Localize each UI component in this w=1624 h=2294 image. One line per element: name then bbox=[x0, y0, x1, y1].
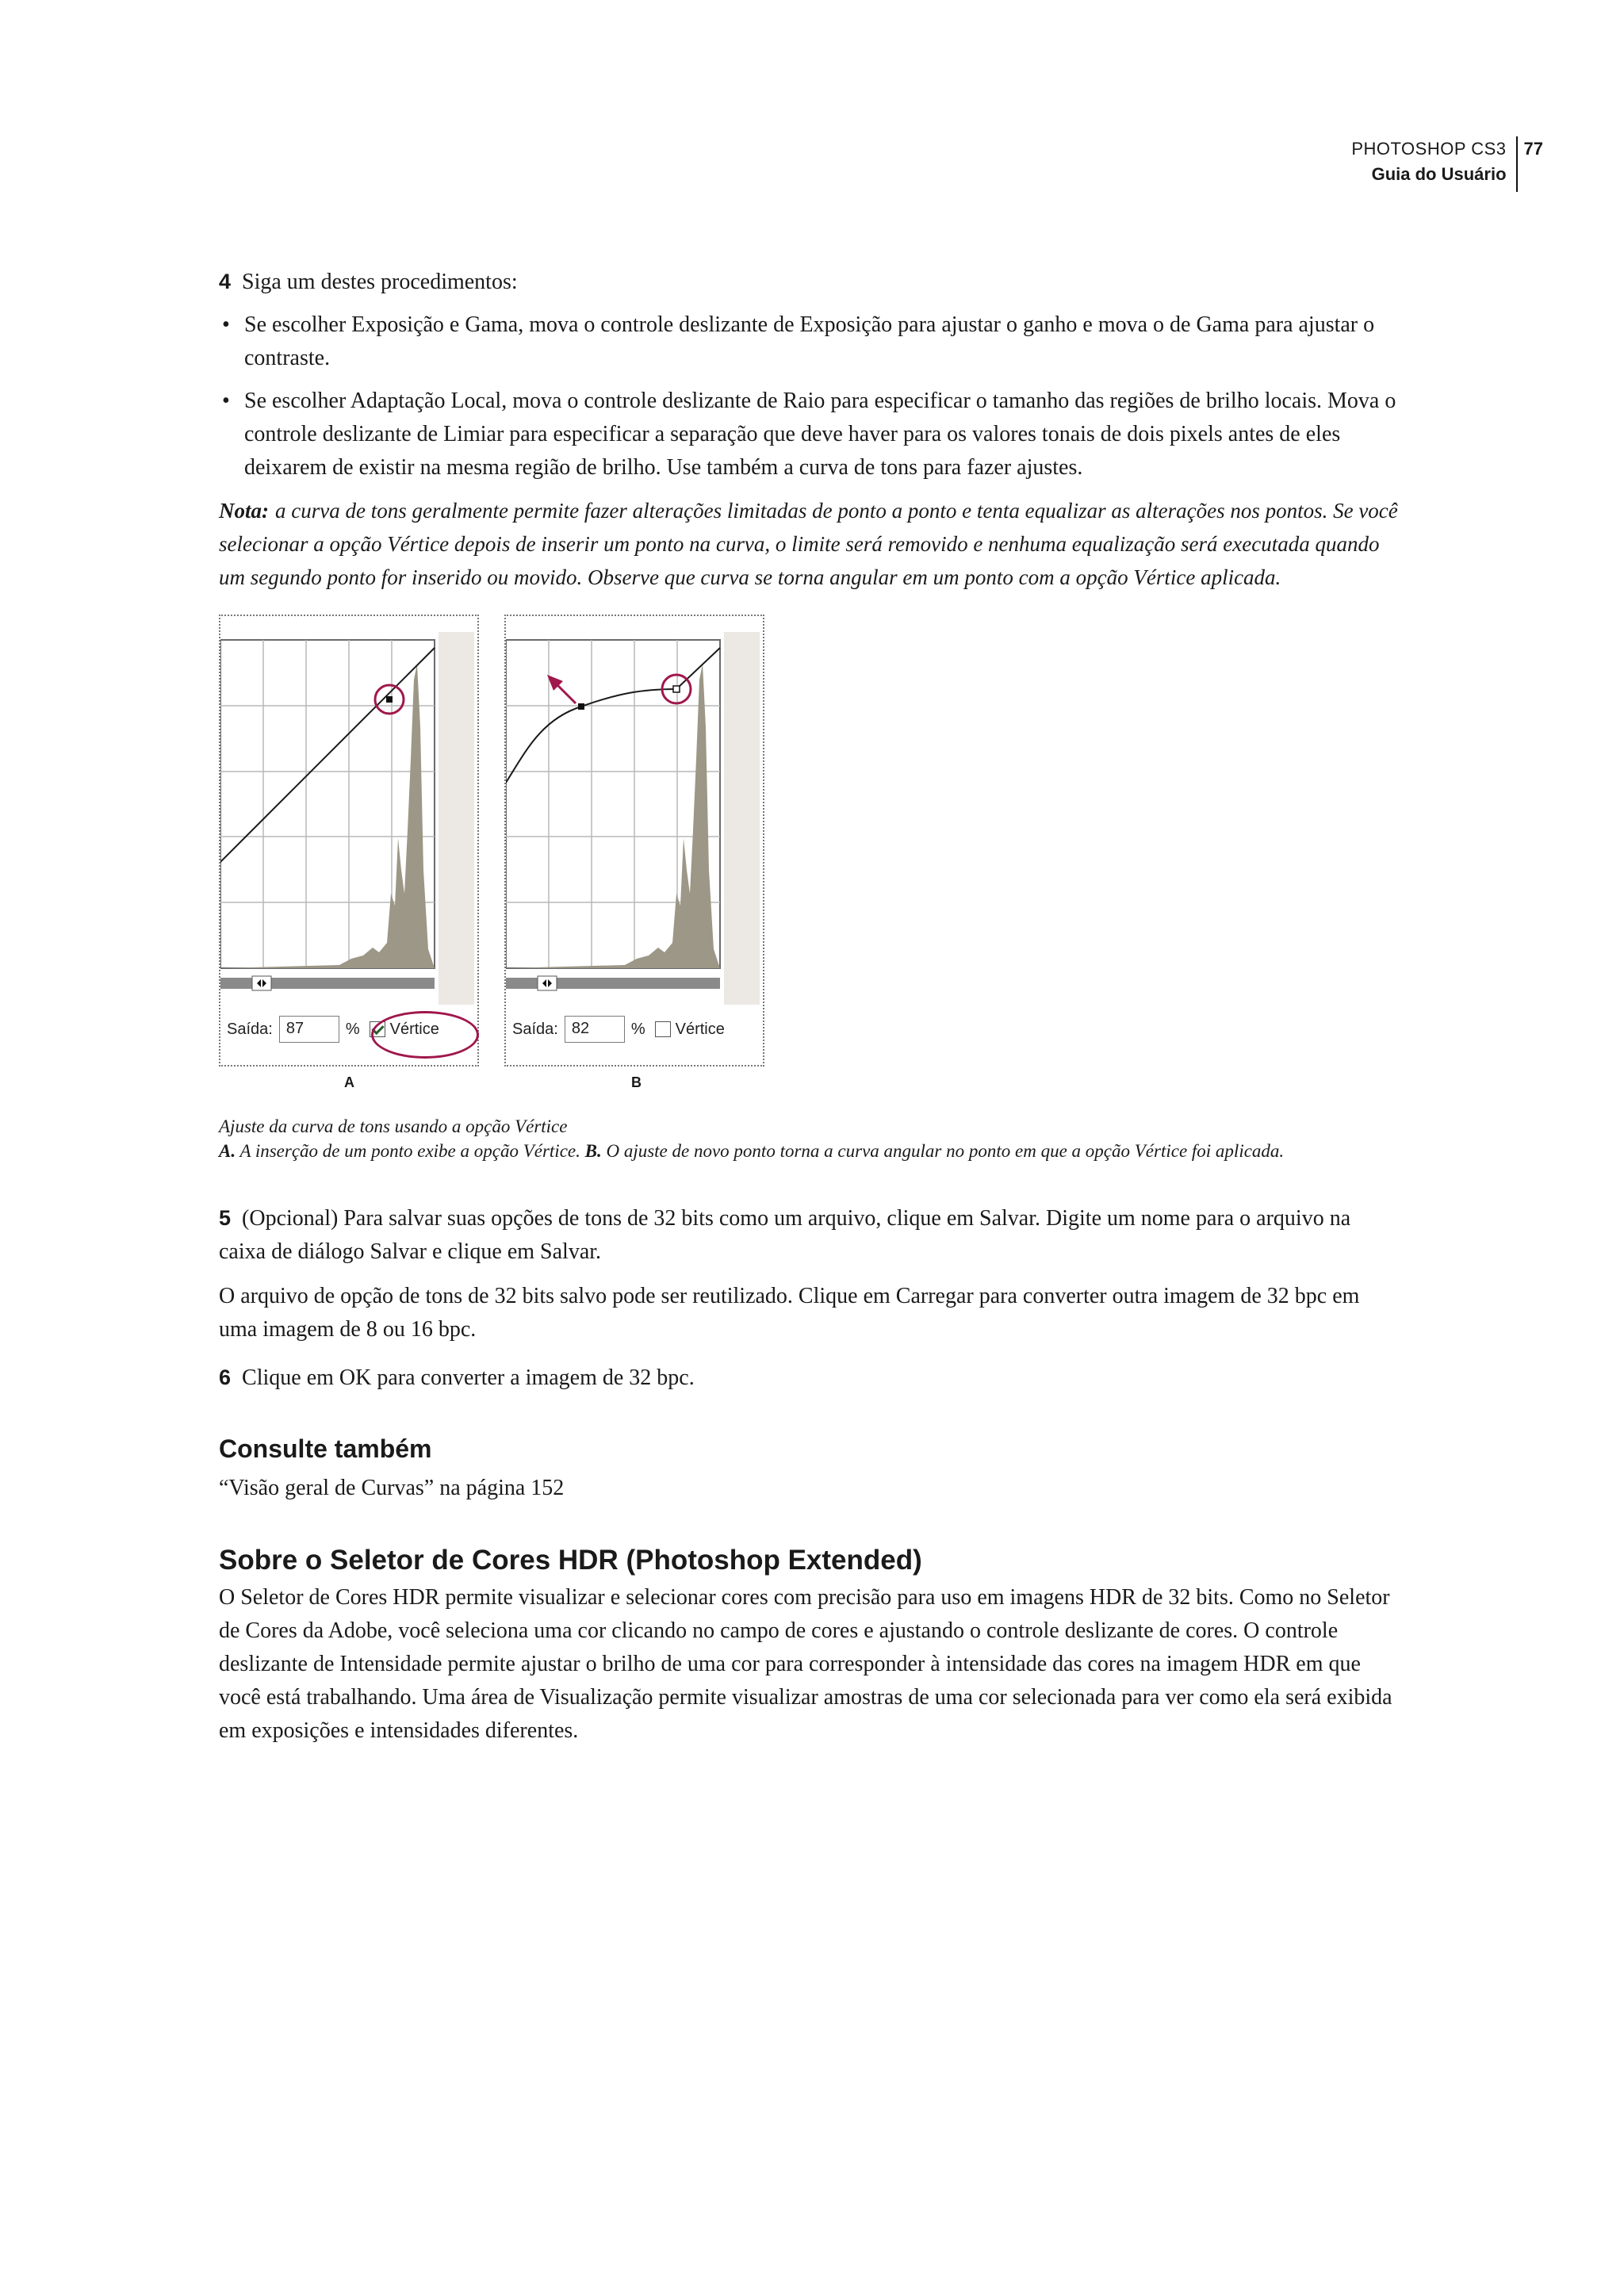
curve-point[interactable] bbox=[386, 696, 393, 703]
caption-title: Ajuste da curva de tons usando a opção Vértice bbox=[219, 1116, 568, 1136]
step-text: Siga um destes procedimentos: bbox=[242, 270, 518, 294]
bullet-icon: • bbox=[222, 312, 230, 337]
curve-graph-a bbox=[220, 632, 477, 1005]
product-name: PHOTOSHOP CS3 bbox=[1351, 139, 1507, 159]
see-also-heading: Consulte também bbox=[219, 1434, 432, 1463]
panel-sidebar bbox=[724, 632, 760, 1005]
step-number: 6 bbox=[219, 1365, 232, 1389]
caption-body bbox=[219, 1139, 1400, 1163]
step-text: Clique em OK para converter a imagem de 32 bpc. bbox=[242, 1365, 695, 1390]
curves-panel-b bbox=[504, 615, 764, 1067]
figure-label-a: A bbox=[344, 1074, 354, 1090]
output-controls-b bbox=[506, 1011, 763, 1047]
list-item-text: Se escolher Exposição e Gama, mova o controle deslizante de Exposição para ajustar o ganho e mova o de Gama para ajustar o contraste. bbox=[244, 312, 1375, 370]
note-label: Nota: bbox=[219, 499, 269, 523]
note bbox=[219, 494, 1400, 594]
step-6 bbox=[219, 1361, 1400, 1395]
corner-label: Vértice bbox=[389, 1020, 439, 1038]
curve-graph-b bbox=[506, 632, 763, 1005]
list-item-text: Se escolher Adaptação Local, mova o controle deslizante de Raio para especificar o tamanho das regiões de brilho locais. Mova o controle deslizante de Limiar para especificar a separação que deve haver para os valores tonais de dois pixels antes de eles deixarem de existir na mesma região de brilho. Use também a curva de tons para fazer ajustes. bbox=[244, 389, 1396, 480]
guide-title: Guia do Usuário bbox=[1371, 164, 1507, 184]
highlight-ring bbox=[371, 1011, 479, 1059]
page-content bbox=[219, 265, 1400, 1748]
corner-checkbox[interactable] bbox=[655, 1021, 671, 1037]
header-titles bbox=[1351, 136, 1515, 192]
output-input[interactable]: 82 bbox=[565, 1016, 625, 1043]
caption-b-text: O ajuste de novo ponto torna a curva angular no ponto em que a opção Vértice foi aplicada. bbox=[606, 1141, 1285, 1161]
figure-caption bbox=[219, 1114, 1400, 1163]
percent-sign: % bbox=[345, 1020, 360, 1038]
list-item bbox=[219, 385, 1400, 484]
caption-b-letter: B. bbox=[584, 1141, 602, 1161]
figure-label-b: B bbox=[631, 1074, 642, 1090]
see-also-link[interactable]: “Visão geral de Curvas” na página 152 bbox=[219, 1476, 565, 1500]
step-text: (Opcional) Para salvar suas opções de tons de 32 bits como um arquivo, clique em Salvar. Digite um nome para o arquivo na caixa de diálogo Salvar e clique em Salvar. bbox=[219, 1206, 1351, 1264]
panel-sidebar bbox=[439, 632, 474, 1005]
note-text: a curva de tons geralmente permite fazer alterações limitadas de ponto a ponto e tenta equalizar as alterações nos pontos. Se você selecionar a opção Vértice depois de inserir um ponto na curva, o limite será removido e nenhuma equalização será executada quando um segundo ponto for inserido ou movido. Observe que curva se torna angular em um ponto com a opção Vértice aplicada. bbox=[219, 499, 1398, 589]
curves-panel-a bbox=[219, 615, 479, 1067]
corner-point[interactable] bbox=[673, 686, 680, 692]
section-body: O Seletor de Cores HDR permite visualizar e selecionar cores com precisão para uso em imagens HDR de 32 bits. Como no Seletor de Cores da Adobe, você seleciona uma cor clicando no campo de cores e ajustando o controle deslizante de cores. O controle deslizante de Intensidade permite ajustar o brilho de uma cor para corresponder à intensidade das cores na imagem HDR em que você está trabalhando. Uma área de Visualização permite visualizar amostras de uma cor selecionada para ver como ela será exibida em exposições e intensidades diferentes. bbox=[219, 1585, 1392, 1743]
output-input[interactable]: 87 bbox=[279, 1016, 339, 1043]
section-heading: Sobre o Seletor de Cores HDR (Photoshop Extended) bbox=[219, 1545, 922, 1576]
list-item bbox=[219, 308, 1400, 375]
step-5-followup: O arquivo de opção de tons de 32 bits salvo pode ser reutilizado. Clique em Carregar para converter outra imagem de 32 bpc em uma imagem de 8 ou 16 bpc. bbox=[219, 1284, 1360, 1342]
step-4-options bbox=[219, 308, 1400, 484]
curve-point[interactable] bbox=[578, 703, 584, 710]
output-label: Saída: bbox=[227, 1020, 273, 1038]
caption-a-letter: A. bbox=[219, 1141, 236, 1161]
step-5 bbox=[219, 1201, 1400, 1269]
output-label: Saída: bbox=[512, 1020, 558, 1038]
curves-figure bbox=[219, 615, 1400, 1106]
percent-sign: % bbox=[630, 1020, 645, 1038]
output-controls-a bbox=[220, 1011, 477, 1047]
step-number: 5 bbox=[219, 1206, 232, 1230]
step-number: 4 bbox=[219, 270, 232, 293]
step-4 bbox=[219, 265, 1400, 299]
bullet-icon: • bbox=[222, 389, 230, 413]
caption-a-text: A inserção de um ponto exibe a opção Vértice. bbox=[239, 1141, 580, 1161]
corner-label: Vértice bbox=[675, 1020, 725, 1038]
running-header bbox=[1351, 136, 1543, 192]
page-number: 77 bbox=[1516, 136, 1543, 192]
slider-arrows-icon[interactable] bbox=[252, 976, 271, 990]
slider-arrows-icon[interactable] bbox=[538, 976, 557, 990]
